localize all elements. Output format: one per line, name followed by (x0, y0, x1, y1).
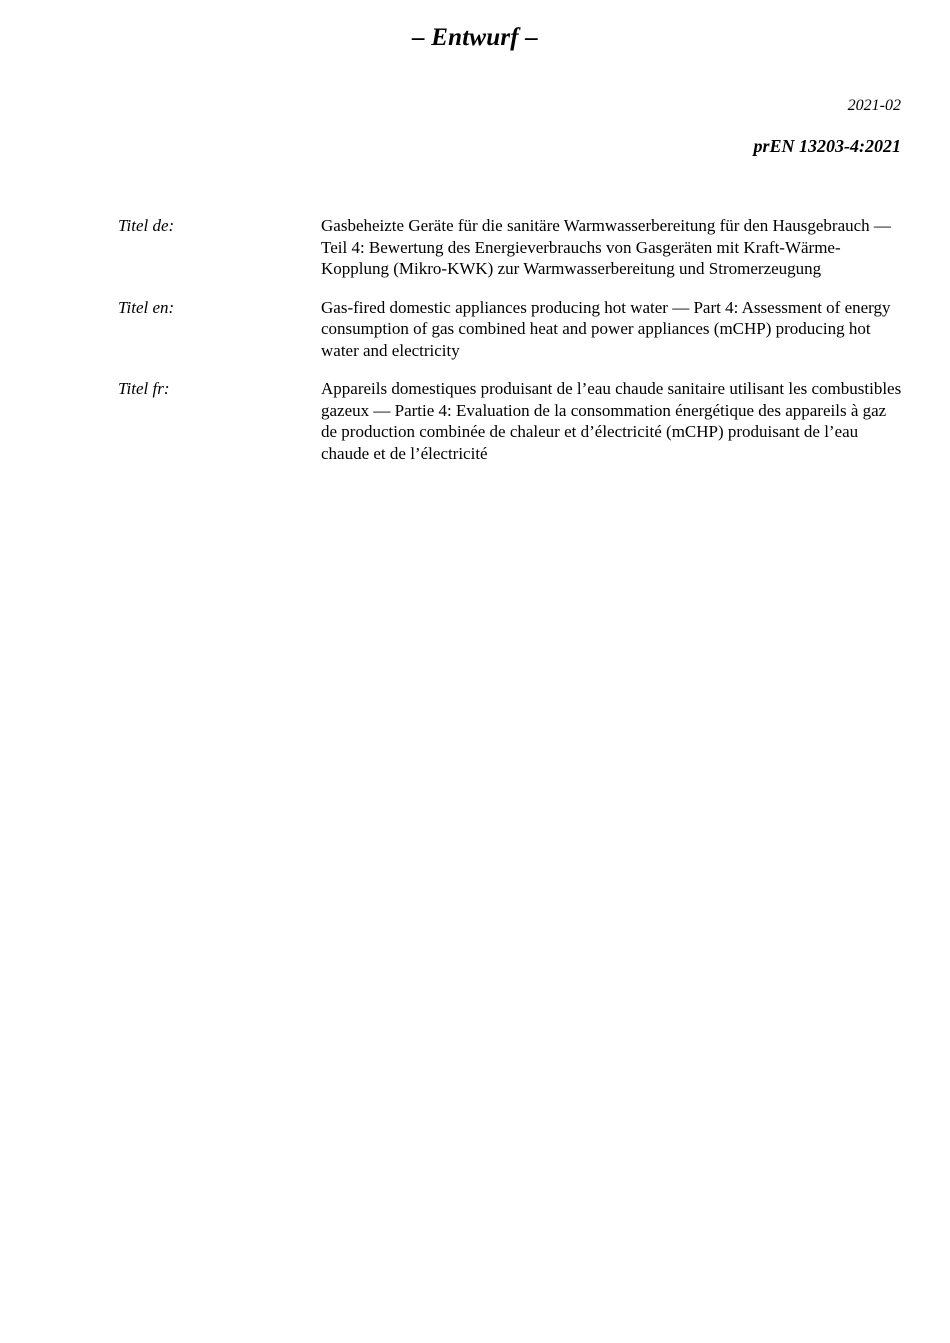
title-label-de: Titel de: (118, 216, 175, 235)
title-row-fr (118, 378, 908, 464)
title-row-en (118, 297, 908, 362)
title-label-en: Titel en: (118, 297, 175, 317)
title-text-en: Gas-fired domestic appliances producing hot water — Part 4: Assessment of energy consumption of gas combined heat and power appliances (mCHP) producing hot water and electricity (321, 297, 891, 360)
document-number: prEN 13203-4:2021 (753, 136, 901, 156)
draft-heading: – Entwurf – (412, 24, 538, 51)
title-table (118, 215, 908, 481)
title-text-de: Gasbeheizte Geräte für die sanitäre Warmwasserbereitung für den Hausgebrauch — Teil 4: Bewertung des Energieverbrauchs von Gasgeräten mit Kraft-Wärme-Kopplung (Mikro-KWK) zur Warmwasserbereitung und Stromerzeugung (321, 216, 891, 278)
title-text-fr: Appareils domestiques produisant de l’eau chaude sanitaire utilisant les combustibles gazeux — Partie 4: Evaluation de la consommation énergétique des appareils à gaz de production combinée de chaleur et d’électricité (mCHP) produisant de l’eau chaude et de l’électricité (321, 379, 902, 463)
document-date: 2021-02 (847, 97, 901, 114)
title-label-fr: Titel fr: (118, 379, 170, 398)
title-row-de (118, 215, 908, 280)
